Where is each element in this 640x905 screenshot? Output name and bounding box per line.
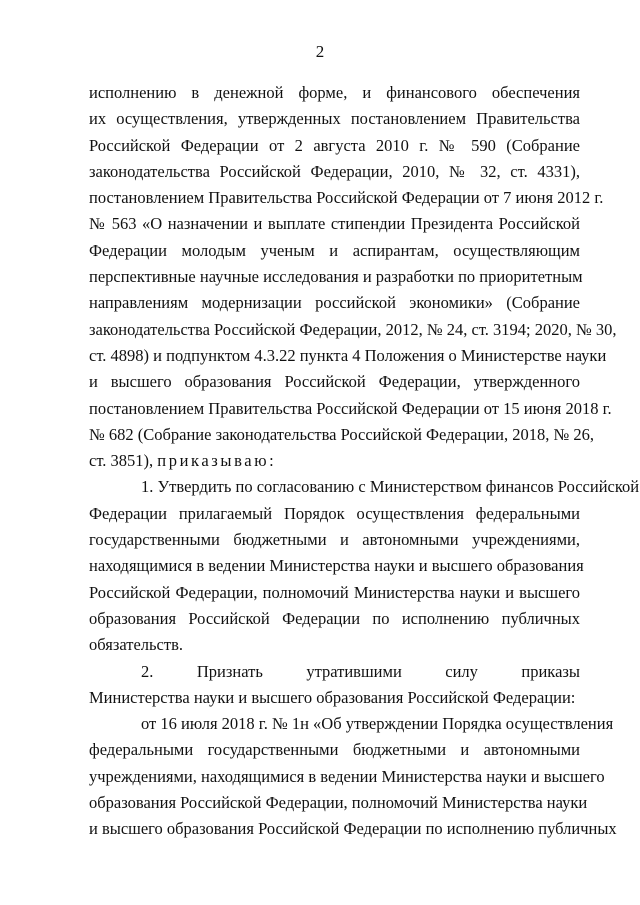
text-line: законодательства Российской Федерации, 2012, № 24, ст. 3194; 2020, № 30,	[89, 319, 617, 339]
text-line: № 563 «О назначении и выплате стипендии Президента Российской	[89, 214, 580, 234]
text-line: перспективные научные исследования и разработки по приоритетным	[89, 267, 583, 287]
text-line: Федерации прилагаемый Порядок осуществления федеральными	[89, 503, 580, 523]
text-line: образования Российской Федерации по исполнению публичных	[89, 608, 580, 628]
text-line: Министерства науки и высшего образования Российской Федерации:	[89, 687, 576, 707]
text-line: Российской Федерации, полномочий Министерства науки и высшего	[89, 582, 580, 602]
text-line: 1. Утвердить по согласованию с Министерством финансов Российской	[141, 477, 640, 497]
text-line: исполнению в денежной форме, и финансового обеспечения	[89, 83, 580, 102]
citation-text: ст. 3851),	[89, 451, 158, 471]
text-line: направлениям модернизации российской экономики» (Собрание	[89, 293, 580, 313]
text-line: их осуществления, утвержденных постановлением Правительства	[89, 109, 580, 129]
page-number: 2	[315, 42, 325, 61]
document-body	[89, 80, 640, 843]
text-line: от 16 июля 2018 г. № 1н «Об утверждении Порядка осуществления	[141, 714, 614, 734]
text-line: постановлением Правительства Российской Федерации от 7 июня 2012 г.	[89, 188, 604, 208]
text-line: учреждениями, находящимися в ведении Министерства науки и высшего	[89, 766, 605, 786]
text-line: и высшего образования Российской Федерации, утвержденного	[89, 372, 580, 392]
text-line: постановлением Правительства Российской Федерации от 15 июня 2018 г.	[89, 398, 612, 418]
text-line: образования Российской Федерации, полномочий Министерства науки	[89, 793, 588, 813]
text-line: федеральными государственными бюджетными и автономными	[89, 740, 580, 760]
text-line: и высшего образования Российской Федерации по исполнению публичных	[89, 819, 617, 839]
order-word: приказываю:	[157, 451, 277, 471]
text-line: ст. 4898) и подпунктом 4.3.22 пункта 4 Положения о Министерстве науки	[89, 345, 607, 365]
text-line: Российской Федерации от 2 августа 2010 г. № 590 (Собрание	[89, 135, 580, 155]
text-line: 2. Признать утратившими силу приказы	[141, 661, 580, 681]
text-line: находящимися в ведении Министерства науки и высшего образования	[89, 556, 584, 576]
text-line: № 682 (Собрание законодательства Российской Федерации, 2018, № 26,	[89, 424, 594, 444]
text-line: государственными бюджетными и автономными учреждениями,	[89, 530, 580, 550]
text-line	[89, 448, 580, 474]
text-line: законодательства Российской Федерации, 2010, № 32, ст. 4331),	[89, 161, 580, 181]
text-line: Федерации молодым ученым и аспирантам, осуществляющим	[89, 240, 580, 260]
text-line: обязательств.	[89, 635, 183, 655]
